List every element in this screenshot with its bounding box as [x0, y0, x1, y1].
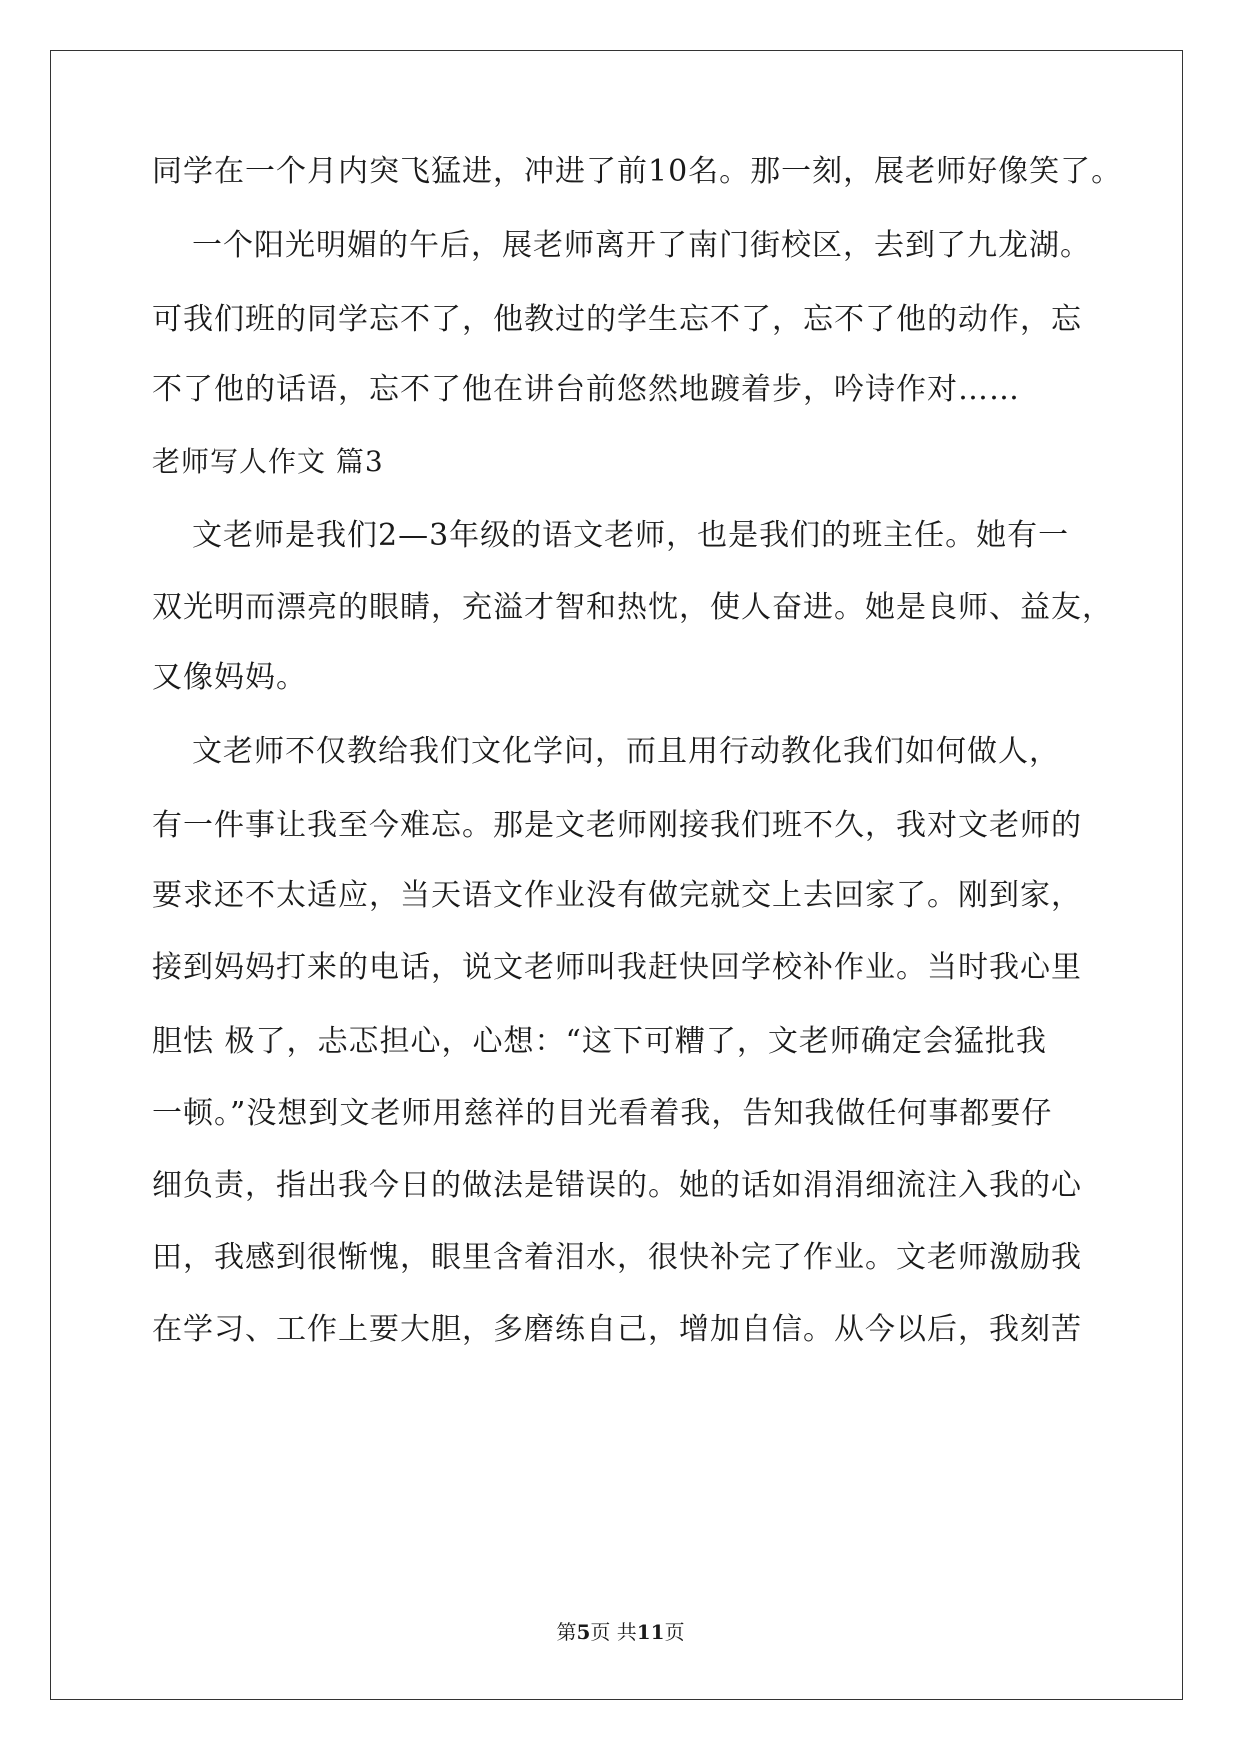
paragraph-4-line-1: 文老师不仅教给我们文化学问，而且用行动教化我们如何做人，	[192, 734, 1060, 769]
paragraph-1-line-1: 同学在一个月内突飞猛进，冲进了前10名。那一刻，展老师好像笑了。	[152, 154, 1123, 189]
paragraph-4-line-9: 在学习、工作上要大胆，多磨练自己，增加自信。从今以后，我刻苦	[152, 1312, 1082, 1347]
page-border	[50, 50, 1183, 1700]
paragraph-4-line-4: 接到妈妈打来的电话，说文老师叫我赶快回学校补作业。当时我心里	[152, 950, 1082, 985]
paragraph-2-line-2: 可我们班的同学忘不了，他教过的学生忘不了，忘不了他的动作，忘	[152, 302, 1082, 337]
paragraph-2-line-3: 不了他的话语，忘不了他在讲台前悠然地踱着步，吟诗作对……	[152, 372, 1020, 407]
paragraph-4-line-6: 一顿。”没想到文老师用慈祥的目光看着我，告知我做任何事都要仔	[152, 1096, 1053, 1131]
footer-prefix: 第	[556, 1620, 577, 1644]
paragraph-2-line-1: 一个阳光明媚的午后，展老师离开了南门街校区，去到了九龙湖。	[192, 228, 1091, 263]
paragraph-4-line-8: 田，我感到很惭愧，眼里含着泪水，很快补完了作业。文老师激励我	[152, 1240, 1082, 1275]
paragraph-4-line-3: 要求还不太适应，当天语文作业没有做完就交上去回家了。刚到家，	[152, 878, 1082, 913]
section-heading: 老师写人作文 篇3	[152, 445, 384, 478]
paragraph-4-line-2: 有一件事让我至今难忘。那是文老师刚接我们班不久，我对文老师的	[152, 808, 1082, 843]
paragraph-4-line-5: 胆怯 极了，忐忑担心，心想：“这下可糟了，文老师确定会猛批我	[152, 1024, 1047, 1059]
paragraph-3-line-1: 文老师是我们2—3年级的语文老师，也是我们的班主任。她有一	[192, 518, 1070, 553]
footer-middle: 页 共	[590, 1620, 637, 1644]
paragraph-3-line-3: 又像妈妈。	[152, 660, 307, 695]
footer-page-number: 5	[576, 1620, 591, 1644]
footer-suffix: 页	[664, 1620, 685, 1644]
footer-total-pages: 11	[636, 1620, 665, 1644]
paragraph-4-line-7: 细负责，指出我今日的做法是错误的。她的话如涓涓细流注入我的心	[152, 1168, 1082, 1203]
page-footer	[0, 1620, 1241, 1644]
paragraph-3-line-2: 双光明而漂亮的眼睛，充溢才智和热忱，使人奋进。她是良师、益友，	[152, 590, 1113, 625]
